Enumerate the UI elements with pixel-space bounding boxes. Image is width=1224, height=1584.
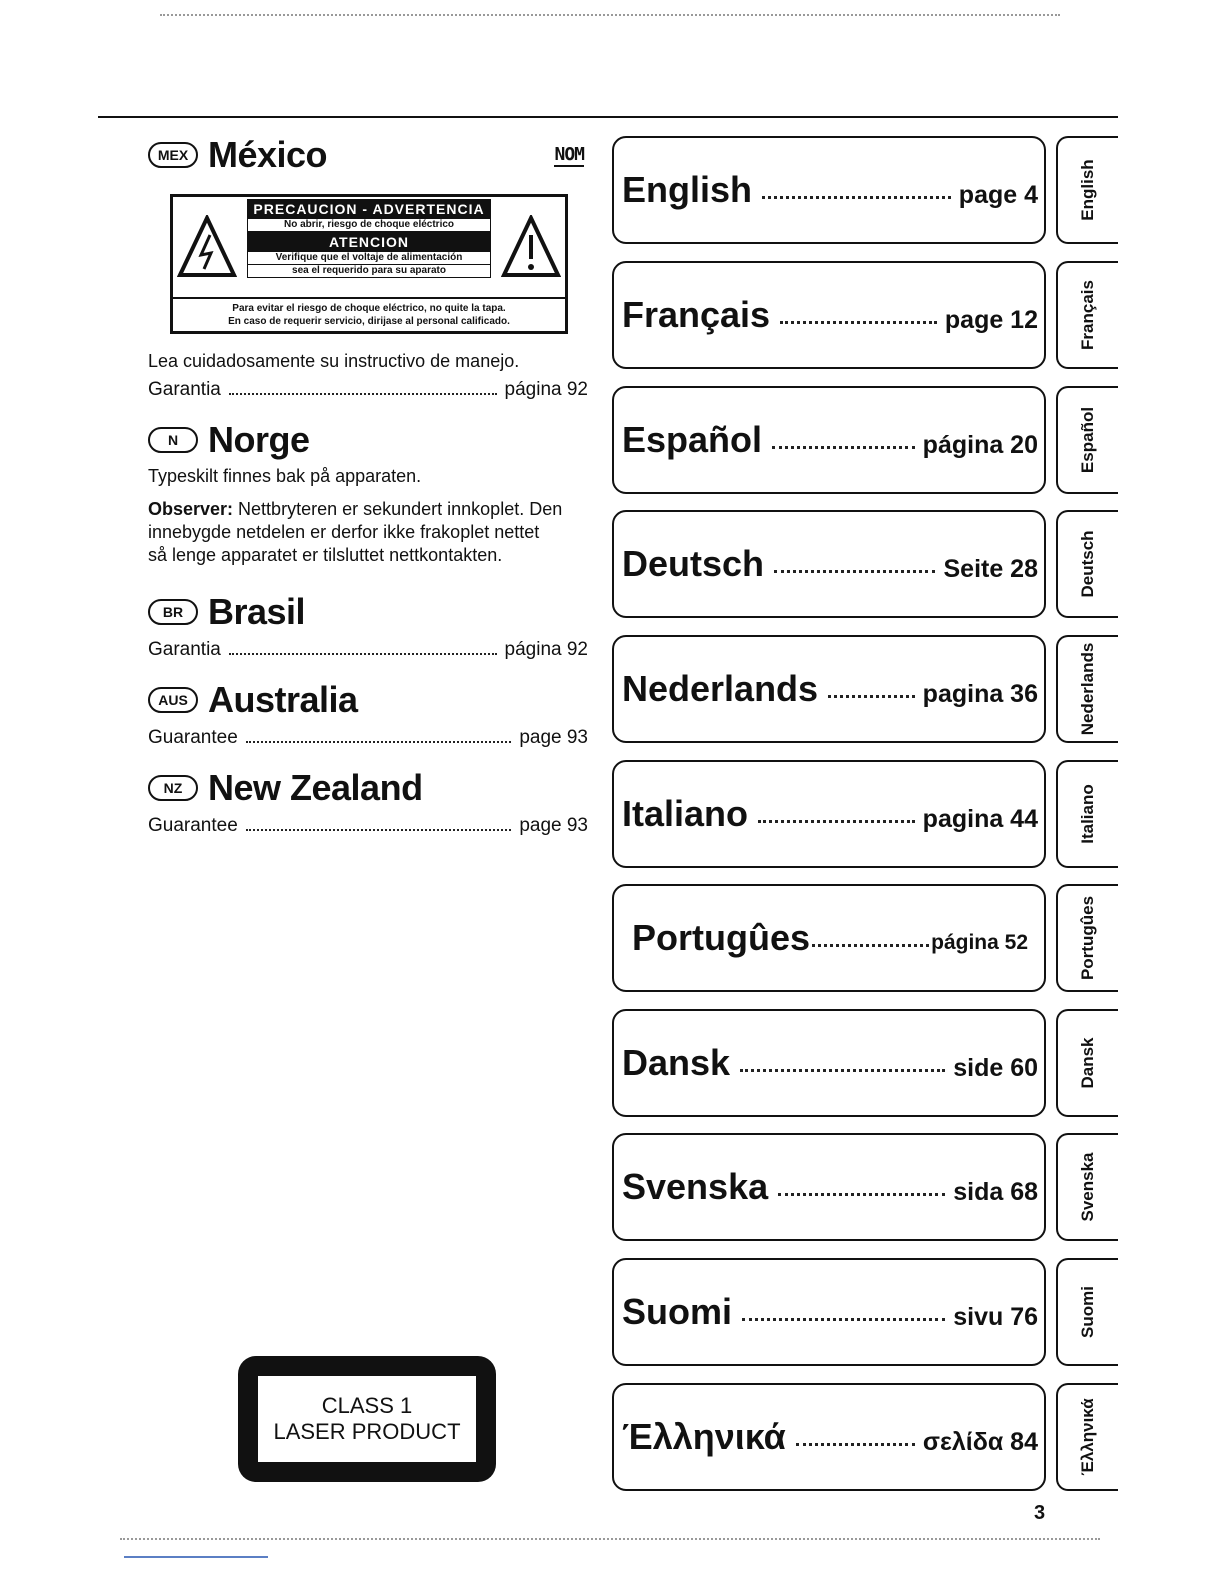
- norge-line-1: Typeskilt finnes bak på apparaten.: [148, 466, 422, 486]
- observer-text-2: innebygde netdelen er derfor ikke frakoplet nettet: [148, 522, 540, 542]
- guarantee-page: page 93: [519, 727, 588, 748]
- country-title: Norge: [208, 419, 310, 460]
- country-title: Australia: [208, 679, 358, 720]
- section-brasil: [148, 591, 588, 661]
- tab-label: Deutsch: [1078, 530, 1097, 598]
- tab-nederlands[interactable]: [1056, 635, 1118, 743]
- tab-label: Nederlands: [1078, 642, 1097, 736]
- exclamation-warning-icon: [501, 215, 561, 279]
- tab-ellinika[interactable]: [1056, 1383, 1118, 1491]
- warning-bottom-line-2: En caso de requerir servicio, dirijase al personal calificado.: [228, 316, 510, 327]
- language-name: Deutsch: [622, 543, 765, 584]
- tab-dansk[interactable]: [1056, 1009, 1118, 1117]
- language-name: Portugûes: [632, 917, 811, 958]
- electric-shock-warning-icon: [177, 215, 237, 279]
- language-page: sivu 76: [953, 1302, 1038, 1331]
- tab-svenska[interactable]: [1056, 1133, 1118, 1241]
- language-page: sida 68: [953, 1177, 1038, 1206]
- dot-leader: [772, 446, 915, 449]
- tab-suomi[interactable]: [1056, 1258, 1118, 1366]
- tab-espanol[interactable]: [1056, 386, 1118, 494]
- guarantee-row: [148, 815, 588, 837]
- guarantee-row: [148, 639, 588, 661]
- guarantee-page: página 92: [504, 639, 588, 660]
- norge-observer: [148, 498, 588, 521]
- guarantee-label: Guarantee: [148, 815, 238, 836]
- dot-leader: [758, 820, 915, 823]
- warning-title-2: ATENCION: [247, 232, 491, 252]
- tab-francais[interactable]: [1056, 261, 1118, 369]
- scan-artifact-blue-line: [124, 1556, 268, 1558]
- guarantee-label: Garantia: [148, 639, 221, 660]
- section-mexico: [148, 134, 588, 401]
- nz-badge-icon: NZ: [148, 775, 198, 801]
- dot-leader: [812, 944, 929, 947]
- language-entry-nederlands[interactable]: [612, 635, 1046, 743]
- guarantee-label: Guarantee: [148, 727, 238, 748]
- dot-leader: [778, 1193, 945, 1196]
- language-name: English: [622, 169, 753, 210]
- br-badge-icon: BR: [148, 599, 198, 625]
- dot-leader: [762, 196, 951, 199]
- guarantee-row: [148, 379, 588, 401]
- language-page: page 4: [958, 180, 1038, 209]
- tab-portugues[interactable]: [1056, 884, 1118, 992]
- tab-label: Dansk: [1078, 1037, 1097, 1089]
- scan-artifact-bottom: [120, 1538, 1100, 1544]
- language-entry-deutsch[interactable]: [612, 510, 1046, 618]
- observer-text-1: Nettbryteren er sekundert innkoplet. Den: [233, 499, 563, 519]
- tab-label: Έλληνικά: [1078, 1398, 1097, 1476]
- language-entry-english[interactable]: [612, 136, 1046, 244]
- language-page: page 12: [944, 305, 1038, 334]
- top-rule: [98, 116, 1118, 118]
- dot-leader: [742, 1318, 945, 1321]
- language-entry-suomi[interactable]: [612, 1258, 1046, 1366]
- instruction-text: Lea cuidadosamente su instructivo de manejo.: [148, 351, 520, 371]
- warning-bottom-text: [173, 297, 565, 331]
- dot-leader: [229, 653, 497, 655]
- dot-leader: [246, 829, 512, 831]
- language-page: σελίδα 84: [922, 1427, 1038, 1456]
- page-number: 3: [1034, 1502, 1046, 1524]
- tab-label: Español: [1078, 406, 1097, 474]
- aus-badge-icon: AUS: [148, 687, 198, 713]
- language-entry-ellinika[interactable]: [612, 1383, 1046, 1491]
- tab-label: Suomi: [1078, 1286, 1097, 1338]
- language-entry-portugues[interactable]: [612, 884, 1046, 992]
- language-page: pagina 44: [922, 804, 1038, 833]
- dot-leader: [828, 695, 915, 698]
- language-entry-dansk[interactable]: [612, 1009, 1046, 1117]
- dot-leader: [246, 741, 512, 743]
- dot-leader: [774, 570, 935, 573]
- tab-label: Italiano: [1078, 784, 1097, 844]
- mex-badge-icon: MEX: [148, 142, 198, 168]
- guarantee-label: Garantia: [148, 379, 221, 400]
- warning-bottom-line-1: Para evitar el riesgo de choque eléctrico, no quite la tapa.: [232, 303, 506, 314]
- n-badge-icon: N: [148, 427, 198, 453]
- warning-line-3: sea el requerido para su aparato: [247, 265, 491, 278]
- tab-english[interactable]: [1056, 136, 1118, 244]
- tab-label: Français: [1078, 280, 1097, 350]
- scan-artifact-top: [160, 14, 1060, 20]
- country-notices: [148, 134, 588, 837]
- guarantee-page: page 93: [519, 815, 588, 836]
- language-entry-svenska[interactable]: [612, 1133, 1046, 1241]
- warning-line-1: No abrir, riesgo de choque eléctrico: [247, 219, 491, 232]
- warning-line-2: Verifique que el voltaje de alimentación: [247, 252, 491, 265]
- dot-leader: [796, 1443, 915, 1446]
- country-title: México: [208, 134, 328, 175]
- observer-label: Observer:: [148, 499, 234, 519]
- language-page: side 60: [953, 1053, 1038, 1082]
- tab-italiano[interactable]: [1056, 760, 1118, 868]
- language-entry-francais[interactable]: [612, 261, 1046, 369]
- section-australia: [148, 679, 588, 749]
- laser-line-2: LASER PRODUCT: [273, 1419, 461, 1444]
- country-title: Brasil: [208, 591, 306, 632]
- guarantee-page: página 92: [504, 379, 588, 400]
- tab-label: English: [1078, 159, 1097, 221]
- country-title: New Zealand: [208, 767, 423, 808]
- laser-class-label: [238, 1356, 496, 1482]
- language-page: página 52: [931, 931, 1028, 954]
- observer-text-3: så lenge apparatet er tilsluttet nettkontakten.: [148, 545, 503, 565]
- section-norge: [148, 419, 588, 567]
- language-page: pagina 36: [922, 679, 1038, 708]
- language-entry-espanol[interactable]: [612, 386, 1046, 494]
- language-name: Suomi: [622, 1291, 733, 1332]
- nom-logo: NOM: [554, 144, 584, 165]
- language-name: Svenska: [622, 1166, 769, 1207]
- tab-label: Portugûes: [1078, 895, 1097, 981]
- dot-leader: [740, 1069, 945, 1072]
- dot-leader: [229, 393, 497, 395]
- language-page: página 20: [922, 430, 1038, 459]
- section-new-zealand: [148, 767, 588, 837]
- language-entry-italiano[interactable]: [612, 760, 1046, 868]
- language-name: Italiano: [622, 793, 749, 834]
- dot-leader: [780, 321, 937, 324]
- language-name: Nederlands: [622, 668, 819, 709]
- language-name: Dansk: [622, 1042, 731, 1083]
- guarantee-row: [148, 727, 588, 749]
- language-page: Seite 28: [943, 554, 1038, 583]
- tab-deutsch[interactable]: [1056, 510, 1118, 618]
- caution-label: [170, 194, 568, 334]
- language-name: Español: [622, 419, 763, 460]
- warning-title-1: PRECAUCION - ADVERTENCIA: [247, 199, 491, 219]
- language-name: Έλληνικά: [622, 1416, 786, 1457]
- laser-line-1: CLASS 1: [321, 1393, 413, 1418]
- tab-label: Svenska: [1078, 1152, 1097, 1222]
- language-name: Français: [622, 294, 771, 335]
